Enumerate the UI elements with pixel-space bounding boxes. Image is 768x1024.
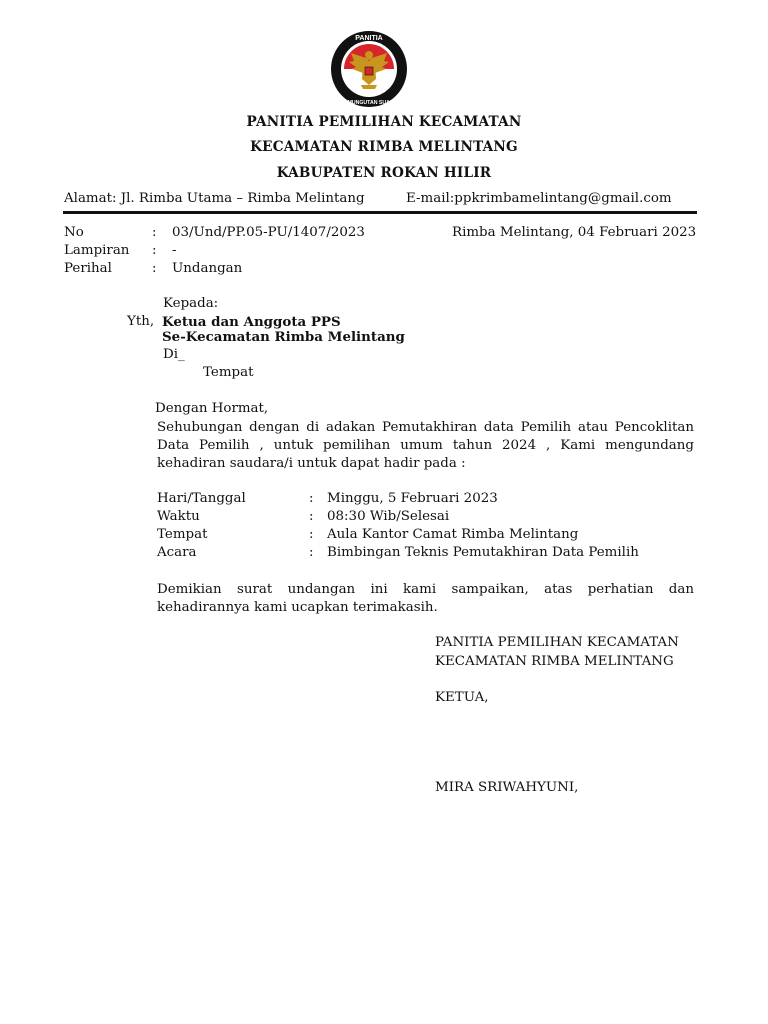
schedule-label-hari: Hari/Tanggal: [157, 491, 246, 506]
header-line-2: KECAMATAN RIMBA MELINTANG: [250, 139, 518, 155]
greeting: Dengan Hormat,: [155, 401, 269, 416]
lampiran-colon: :: [152, 243, 157, 258]
schedule-colon: :: [309, 545, 314, 560]
no-label: No: [64, 225, 84, 240]
perihal-colon: :: [152, 261, 157, 276]
signature-title: KETUA,: [435, 690, 489, 705]
address: Alamat: Jl. Rimba Utama – Rimba Melintang: [64, 191, 365, 206]
lampiran-label: Lampiran: [64, 243, 130, 258]
tempat: Tempat: [203, 365, 254, 380]
di: Di_: [163, 347, 185, 362]
no-colon: :: [152, 225, 157, 240]
schedule-colon: :: [309, 509, 314, 524]
header-divider: [63, 211, 697, 214]
schedule-value-waktu: 08:30 Wib/Selesai: [327, 509, 450, 524]
signature-org-line-2: KECAMATAN RIMBA MELINTANG: [435, 654, 674, 669]
schedule-value-acara: Bimbingan Teknis Pemutakhiran Data Pemilih: [327, 545, 639, 560]
email: E-mail:ppkrimbamelintang@gmail.com: [406, 191, 672, 206]
letter-number: 03/Und/PP.05-PU/1407/2023: [172, 225, 365, 240]
lampiran-value: -: [172, 243, 177, 258]
schedule-value-hari: Minggu, 5 Februari 2023: [327, 491, 498, 506]
logo-top-text: PANITIA: [355, 35, 383, 42]
schedule-colon: :: [309, 527, 314, 542]
perihal-label: Perihal: [64, 261, 112, 276]
letter-date: Rimba Melintang, 04 Februari 2023: [452, 225, 697, 240]
closing-paragraph: Demikian surat undangan ini kami sampaikan, atas perhatian dan kehadirannya kami ucapkan terimakasih.: [157, 582, 694, 615]
schedule-label-waktu: Waktu: [157, 509, 200, 524]
recipient-name: Ketua dan Anggota PPS: [162, 314, 341, 330]
schedule-label-tempat: Tempat: [157, 527, 208, 542]
header-line-1: PANITIA PEMILIHAN KECAMATAN: [246, 114, 522, 130]
recipient-scope: Se-Kecamatan Rimba Melintang: [162, 329, 405, 345]
header-line-3: KABUPATEN ROKAN HILIR: [276, 165, 492, 181]
logo-bottom-text: PEMUNGUTAN SUARA: [340, 100, 398, 106]
signatory-name: MIRA SRIWAHYUNI,: [435, 780, 579, 795]
body-paragraph: Sehubungan dengan di adakan Pemutakhiran data Pemilih atau Pencoklitan Data Pemilih , untuk pemilihan umum tahun 2024 , Kami mengundang kehadiran saudara/i untuk dapat hadir pada :: [157, 420, 694, 471]
perihal-value: Undangan: [172, 261, 243, 276]
schedule-colon: :: [309, 491, 314, 506]
yth: Yth,: [127, 314, 155, 329]
kepada: Kepada:: [163, 296, 219, 311]
signature-org-line-1: PANITIA PEMILIHAN KECAMATAN: [435, 635, 679, 650]
kpu-garuda-logo: [329, 29, 409, 109]
schedule-label-acara: Acara: [157, 545, 197, 560]
schedule-value-tempat: Aula Kantor Camat Rimba Melintang: [327, 527, 579, 542]
